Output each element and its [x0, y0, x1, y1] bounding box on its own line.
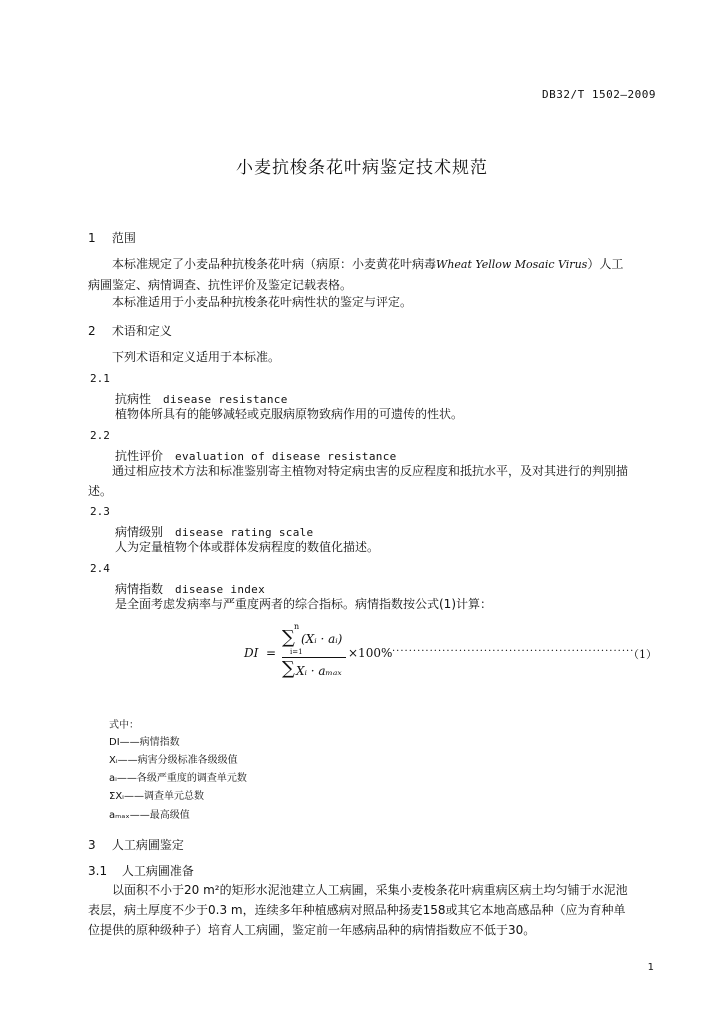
section-number: 3.1 [88, 864, 108, 878]
term-en: disease index [175, 583, 266, 596]
term-number: 2.2 [90, 429, 110, 442]
where-item: aᵢ——各级严重度的调查单元数 [109, 773, 247, 784]
terms-intro: 下列术语和定义适用于本标准。 [112, 350, 281, 364]
term-zh: 病情指数 [115, 582, 164, 596]
where-item: ΣXᵢ——调查单元总数 [109, 791, 204, 802]
section-3-heading [88, 836, 184, 853]
section-title: 术语和定义 [111, 324, 172, 338]
term-zh: 抗病性 [115, 392, 152, 406]
term-definition: 植物体所具有的能够减轻或克服病原物致病作用的可遗传的性状。 [115, 407, 464, 421]
term-definition: 通过相应技术方法和标准鉴别寄主植物对特定病虫害的反应程度和抵抗水平，及对其进行的判别描述。 [88, 464, 629, 498]
document-title: 小麦抗梭条花叶病鉴定技术规范 [236, 158, 488, 178]
formula-lhs: DI [244, 646, 259, 660]
scope-paragraph-1 [88, 254, 633, 295]
page-number: 1 [647, 962, 654, 973]
where-item: aₘₐₓ——最高级值 [109, 810, 190, 821]
term-definition: 是全面考虑发病率与严重度两者的综合指标。病情指数按公式(1)计算： [115, 597, 493, 611]
term-en: disease resistance [163, 393, 288, 406]
sum-upper-limit: n [294, 622, 300, 631]
formula-tail: ×100% [348, 646, 393, 660]
term-number: 2.1 [90, 372, 110, 385]
leader-dots: ·························································· [392, 646, 635, 657]
term-number: 2.3 [90, 505, 110, 518]
text-run: ）人工病圃鉴定、病情调查、抗性评价及鉴定记载表格。 [88, 257, 624, 292]
section-title: 人工病圃准备 [121, 864, 194, 878]
term-definition: 人为定量植物个体或群体发病程度的数值化描述。 [115, 540, 380, 554]
section-number: 1 [88, 231, 96, 245]
where-item: Xᵢ——病害分级标准各级级值 [109, 755, 238, 766]
term-number: 2.4 [90, 562, 110, 575]
standard-code: DB32/T 1502—2009 [542, 88, 656, 101]
sum-sign: ∑ [282, 627, 295, 648]
section-title: 范围 [111, 231, 136, 245]
term-zh: 病情级别 [115, 525, 164, 539]
term-en: disease rating scale [175, 526, 314, 539]
term-en: evaluation of disease resistance [175, 450, 397, 463]
section-1-heading [88, 229, 136, 246]
sum-lower-limit: i=1 [290, 648, 303, 656]
where-item: DI——病情指数 [109, 737, 180, 748]
section-number: 3 [88, 838, 96, 852]
disease-index-formula [244, 622, 664, 684]
section-number: 2 [88, 324, 96, 338]
section-title: 人工病圃鉴定 [111, 838, 184, 852]
latin-name: Wheat Yellow Mosaic Virus [436, 258, 588, 271]
formula-tag: （1） [628, 648, 657, 661]
formula-numerator: (Xᵢ · aᵢ) [301, 632, 343, 646]
formula-equals: = [266, 646, 277, 660]
section-2-heading [88, 322, 172, 339]
sum-sign: ∑ [282, 658, 295, 679]
scope-paragraph-2: 本标准适用于小麦品种抗梭条花叶病性状的鉴定与评定。 [112, 295, 413, 309]
subsection-3-1-heading [88, 862, 194, 879]
formula-denominator: Xᵢ · aₘₐₓ [296, 664, 342, 678]
text-run: 本标准规定了小麦品种抗梭条花叶病（病原：小麦黄花叶病毒 [112, 257, 437, 271]
nursery-paragraph: 以面积不小于20 m²的矩形水泥池建立人工病圃，采集小麦梭条花叶病重病区病土均匀铺于水泥池表层，病土厚度不少于0.3 m，连续多年种植感病对照品种扬麦158或其它本地高感品种（应为育种单位提供的原种级种子）培育人工病圃，鉴定前一年感病品种的病情指数应不低于30。 [88, 883, 628, 937]
where-intro: 式中： [109, 720, 139, 731]
term-zh: 抗性评价 [115, 449, 164, 463]
